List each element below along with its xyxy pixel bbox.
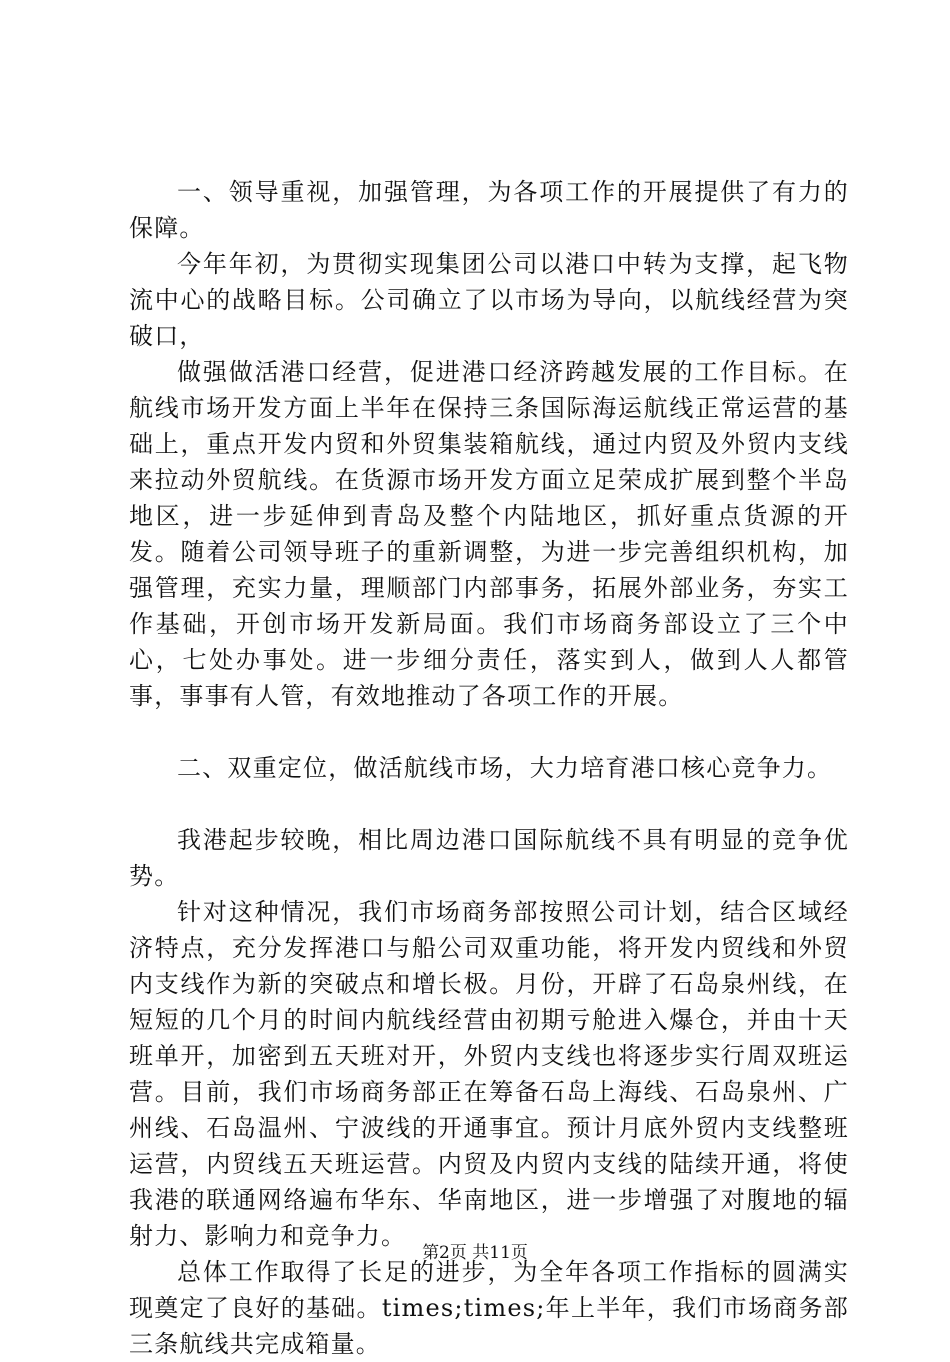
document-body — [129, 174, 849, 1362]
page-footer: 第2页 共11页 — [422, 1243, 528, 1263]
paragraph: 做强做活港口经营，促进港口经济跨越发展的工作目标。在航线市场开发方面上半年在保持三条国际海运航线正常运营的基础上，重点开发内贸和外贸集装箱航线，通过内贸及外贸内支线来拉动外贸航线。在货源市场开发方面立足荣成扩展到整个半岛地区，进一步延伸到青岛及整个内陆地区，抓好重点货源的开发。随着公司领导班子的重新调整，为进一步完善组织机构，加强管理，充实力量，理顺部门内部事务，拓展外部业务，夯实工作基础，开创市场开发新局面。我们市场商务部设立了三个中心，七处办事处。进一步细分责任，落实到人，做到人人都管事，事事有人管，有效地推动了各项工作的开展。 — [129, 358, 849, 710]
paragraph-spacer — [129, 786, 849, 822]
paragraph: 今年年初，为贯彻实现集团公司以港口中转为支撑，起飞物流中心的战略目标。公司确立了以市场为导向，以航线经营为突破口， — [129, 250, 849, 350]
section-heading-2: 二、双重定位，做活航线市场，大力培育港口核心竞争力。 — [177, 754, 833, 782]
paragraph: 我港起步较晚，相比周边港口国际航线不具有明显的竞争优势。 — [129, 826, 849, 890]
paragraph: 针对这种情况，我们市场商务部按照公司计划，结合区域经济特点，充分发挥港口与船公司双重功能，将开发内贸线和外贸内支线作为新的突破点和增长极。月份，开辟了石岛泉州线，在短短的几个月的时间内航线经营由初期亏舱进入爆仓，并由十天班单开，加密到五天班对开，外贸内支线也将逐步实行周双班运营。目前，我们市场商务部正在筹备石岛上海线、石岛泉州、广州线、石岛温州、宁波线的开通事宜。预计月底外贸内支线整班运营，内贸线五天班运营。内贸及内贸内支线的陆续开通，将使我港的联通网络遍布华东、华南地区，进一步增强了对腹地的辐射力、影响力和竞争力。 — [129, 898, 849, 1250]
paragraph: 总体工作取得了长足的进步，为全年各项工作指标的圆满实现奠定了良好的基础。times;times;年上半年，我们市场商务部三条航线共完成箱量。 — [129, 1258, 849, 1358]
section-heading-1: 一、领导重视，加强管理，为各项工作的开展提供了有力的保障。 — [129, 178, 849, 242]
paragraph-spacer — [129, 714, 849, 750]
